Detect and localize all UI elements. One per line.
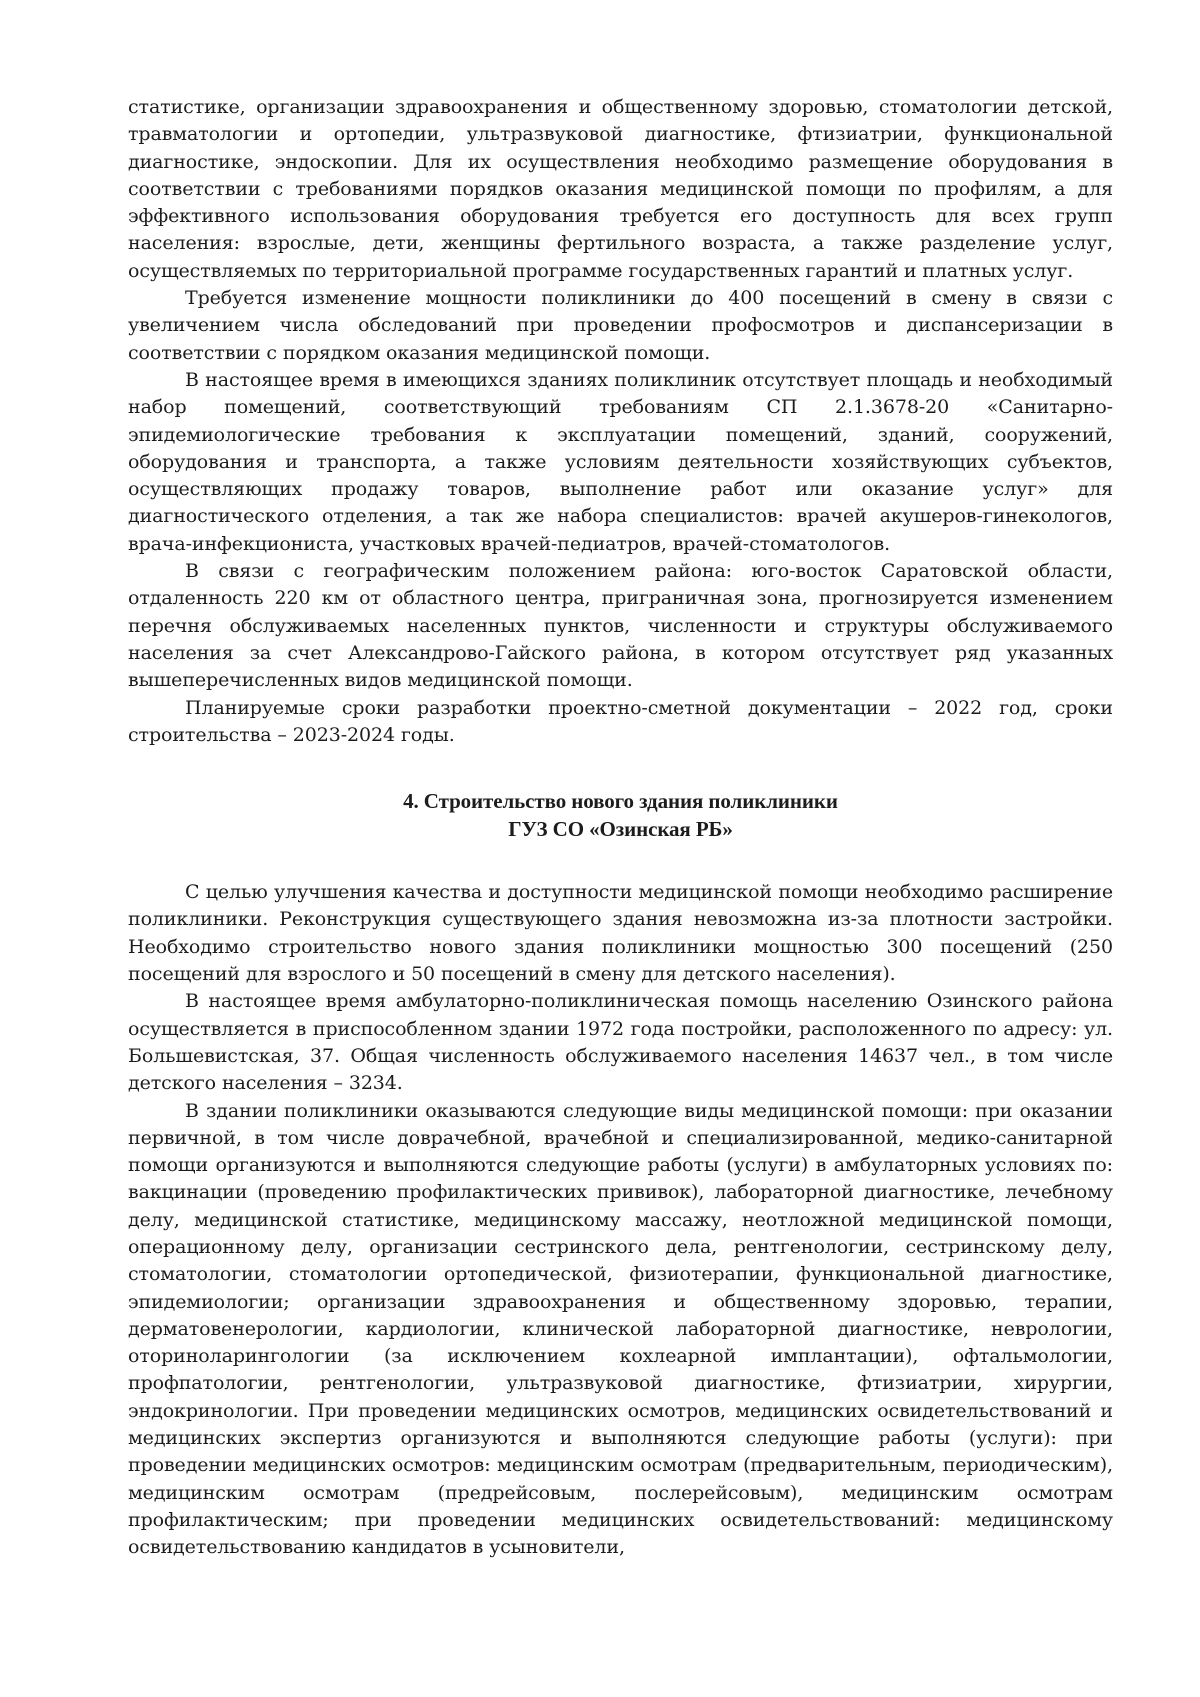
paragraph-expansion-purpose: С целью улучшения качества и доступности медицинской помощи необходимо расширение поликлиники. Реконструкция существующего здания невозможна из-за плотности застройки. Необходимо строительство нового здания поликлиники мощностью 300 посещений (250 посещений для взрослого и 50 посещений в смену для детского населения). xyxy=(128,881,1113,986)
paragraph-intro-continued: статистике, организации здравоохранения и общественному здоровью, стоматологии детской, травматологии и ортопедии, ультразвуковой диагностике, фтизиатрии, функциональной диагностике, эндоскопии. Для их осуществления необходимо размещение оборудования в соответствии с требованиями порядков оказания медицинской помощи по профилям, а для эффективного использования оборудования требуется его доступность для всех групп населения: взрослые, дети, женщины фертильного возраста, а также разделение услуг, осуществляемых по территориальной программе государственных гарантий и платных услуг. xyxy=(128,96,1113,282)
paragraph-current-building: В настоящее время амбулаторно-поликлиническая помощь населению Озинского района осуществляется в приспособленном здании 1972 года постройки, расположенного по адресу: ул. Большевистская, 37. Общая численность обслуживаемого населения 14637 чел., в том числе детского населения – 3234. xyxy=(128,990,1113,1095)
section-heading xyxy=(128,787,1113,843)
paragraph-geographic-position: В связи с географическим положением района: юго-восток Саратовской области, отдаленность 220 км от областного центра, приграничная зона, прогнозируется изменением перечня обслуживаемых населенных пунктов, численности и структуры обслуживаемого населения за счет Александрово-Гайского района, в котором отсутствует ряд указанных вышеперечисленных видов медицинской помощи. xyxy=(128,560,1113,692)
section-heading-line-2: ГУЗ СО «Озинская РБ» xyxy=(508,817,733,842)
paragraph-capacity-change: Требуется изменение мощности поликлиники до 400 посещений в смену в связи с увеличением числа обследований при проведении профосмотров и диспансеризации в соответствии с порядком оказания медицинской помощи. xyxy=(128,287,1113,364)
paragraph-planned-dates: Планируемые сроки разработки проектно-сметной документации – 2022 год, сроки строительства – 2023-2024 годы. xyxy=(128,696,1113,746)
document-page xyxy=(128,94,1113,1562)
paragraph-premises-shortage: В настоящее время в имеющихся зданиях поликлиник отсутствует площадь и необходимый набор помещений, соответствующий требованиям СП 2.1.3678-20 «Санитарно-эпидемиологические требования к эксплуатации помещений, зданий, сооружений, оборудования и транспорта, а также условиям деятельности хозяйствующих субъектов, осуществляющих продажу товаров, выполнение работ или оказание услуг» для диагностического отделения, а так же набора специалистов: врачей акушеров-гинекологов, врача-инфекциониста, участковых врачей-педиатров, врачей-стоматологов. xyxy=(128,368,1113,555)
paragraph-services-list: В здании поликлиники оказываются следующие виды медицинской помощи: при оказании первичной, в том числе доврачебной, врачебной и специализированной, медико-санитарной помощи организуются и выполняются следующие работы (услуги) в амбулаторных условиях по: вакцинации (проведению профилактических прививок), лабораторной диагностике, лечебному делу, медицинской статистике, медицинскому массажу, неотложной медицинской помощи, операционному делу, организации сестринского дела, рентгенологии, сестринскому делу, стоматологии, стоматологии ортопедической, физиотерапии, функциональной диагностике, эпидемиологии; организации здравоохранения и общественному здоровью, терапии, дерматовенерологии, кардиологии, клинической лабораторной диагностике, неврологии, оториноларингологии (за исключением кохлеарной имплантации), офтальмологии, профпатологии, рентгенологии, ультразвуковой диагностике, фтизиатрии, хирургии, эндокринологии. При проведении медицинских осмотров, медицинских освидетельствований и медицинских экспертиз организуются и выполняются следующие работы (услуги): при проведении медицинских осмотров: медицинским осмотрам (предварительным, периодическим), медицинским осмотрам (предрейсовым, послерейсовым), медицинским осмотрам профилактическим; при проведении медицинских освидетельствований: медицинскому освидетельствованию кандидатов в усыновители, xyxy=(128,1099,1113,1559)
section-heading-line-1: 4. Строительство нового здания поликлиники xyxy=(403,789,838,814)
